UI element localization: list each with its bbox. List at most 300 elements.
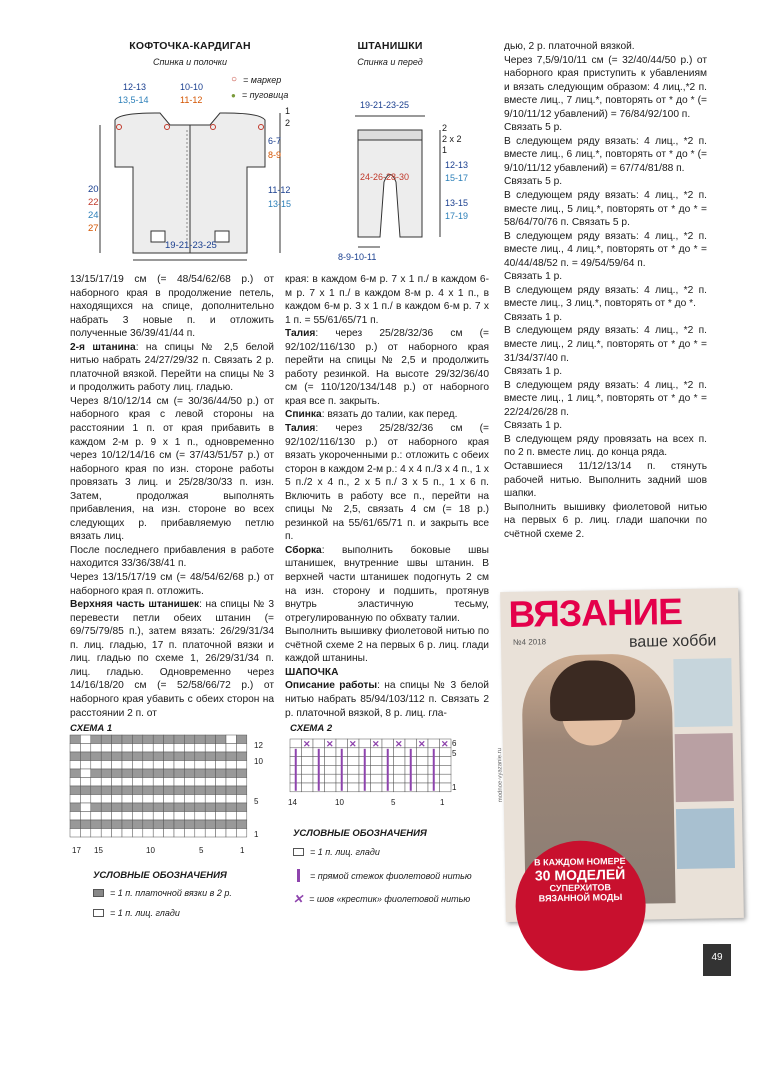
scheme1-cell	[132, 778, 142, 787]
scheme1-cell	[91, 786, 101, 795]
scheme2-b10: 10	[335, 798, 344, 807]
scheme1-legend-1: = 1 п. платочной вязки в 2 р.	[93, 888, 232, 898]
scheme1-cell	[236, 761, 246, 770]
scheme1-cell	[174, 795, 184, 804]
scheme1-cell	[226, 812, 236, 821]
col3-p14: В следующем ряду провязать на всех п. по 2 п. вместе лиц. до конца ряда.	[504, 433, 707, 459]
col3-p13: Связать 1 р.	[504, 420, 563, 432]
scheme1-cell	[143, 752, 153, 761]
scheme2-legend-1: = 1 п. лиц. глади	[293, 847, 380, 857]
cardigan-subtitle: Спинка и полочки	[152, 57, 228, 67]
scheme1-legend-title: УСЛОВНЫЕ ОБОЗНАЧЕНИЯ	[93, 870, 227, 881]
scheme1-cell	[184, 795, 194, 804]
scheme1-cell	[122, 778, 132, 787]
col3-p11: Связать 1 р.	[504, 366, 563, 378]
scheme1-cell	[164, 769, 174, 778]
scheme1-cell	[122, 812, 132, 821]
scheme1-cell	[70, 786, 80, 795]
cardigan-diagram	[85, 40, 295, 270]
scheme1-cell	[226, 752, 236, 761]
scheme2-cell	[336, 739, 348, 748]
col2-p6: ШАПОЧКА	[285, 666, 339, 678]
col2-p4: Сборка: выполнить боковые швы штанишек, внутренние швы штанин. В верхней части штанишек подогнуть 2 см на изн. сторону и подшить, протянув внутрь эластичную тесьму, отрегулированную по обхвату талии.	[285, 544, 489, 624]
col3-p15: Оставшиеся 11/12/13/14 п. стянуть рабочей нитью. Выполнить задний шов шапки.	[504, 460, 707, 500]
scheme1-cell	[80, 829, 90, 838]
scheme2-cell	[417, 774, 429, 783]
scheme1-cell	[91, 778, 101, 787]
col1-p2: Через 8/10/12/14 см (= 30/36/44/50 р.) от наборного края с левой стороны на расстоянии 1 п. от края прибавить в каждом 2-м р. 9 х 1 п., одновременно через 10/12/14/16 см (= 37/43/51/57 р.) от наборного края по изн. стороне работы провязать 3 лиц. и 25/28/30/33 п. изн. Затем, продолжая выполнять прибавления, на изн. стороне во всех следующих р. прибавляемую петлю вязать лиц.	[70, 395, 274, 543]
scheme1-cell	[216, 744, 226, 753]
scheme2-cell	[371, 783, 383, 792]
magazine-title: ВЯЗАНИЕ	[508, 590, 683, 635]
scheme1-cell	[184, 735, 194, 744]
cardigan-shape	[85, 105, 295, 255]
scheme2-cell	[348, 783, 360, 792]
scheme1-cell	[226, 735, 236, 744]
scheme1-cell	[80, 812, 90, 821]
cross-stitch-icon: ✕	[293, 892, 304, 906]
scheme1-cell	[122, 803, 132, 812]
scheme1-cell	[112, 812, 122, 821]
scheme2-cell	[417, 783, 429, 792]
scheme1-cell	[143, 795, 153, 804]
scheme1-r1: 1	[254, 830, 259, 839]
col3-p16: Выполнить вышивку фиолетовой нитью на первых 6 р. лиц. глади шапочки по счётной схеме 2.	[504, 501, 707, 540]
scheme2-r6: 6	[452, 739, 457, 748]
scheme1-cell	[132, 735, 142, 744]
page-number: 49	[703, 944, 731, 976]
shorts-subtitle: Спинка и перед	[357, 57, 423, 67]
scheme1-cell	[195, 752, 205, 761]
scheme1-cell	[216, 769, 226, 778]
scheme1-cell	[236, 795, 246, 804]
text-column-1	[70, 273, 274, 720]
col1-p1: 2-я штанина: на спицы № 2,5 белой нитью набрать 24/27/29/32 п. Связать 2 р. платочной вязкой. Перейти на спицы № 3 и продолжить работу лиц. гладью.	[70, 341, 274, 394]
scheme1-cell	[143, 744, 153, 753]
scheme2-cell	[394, 774, 406, 783]
col1-p5: Верхняя часть штанишек: на спицы № 3 перевести петли обеих штанин (= 69/75/79/85 п.), затем вязать: 26/29/31/34 п. лиц. гладью, 17 п. платочной вязки и лиц. гладью по схеме 1, 26/29/31/34 п. лиц. гладью. Одновременно через 14/16/18/20 см (= 52/58/66/72 р.) от наборного края убавить с обеих сторон на расстоянии 2 п. от	[70, 599, 274, 719]
scheme1-cell	[205, 786, 215, 795]
scheme2-cell	[290, 739, 302, 748]
scheme2-cell	[440, 774, 452, 783]
scheme1-cell	[153, 778, 163, 787]
scheme1-cell	[143, 829, 153, 838]
scheme1-cell	[184, 752, 194, 761]
col3-p9: Связать 1 р.	[504, 311, 563, 323]
scheme1-cell	[153, 744, 163, 753]
scheme1-b1: 1	[240, 846, 245, 855]
scheme2-cell	[428, 739, 440, 748]
shorts-bottom: 8-9-10-11	[338, 252, 377, 262]
scheme2-grid	[290, 739, 450, 799]
scheme1-cell	[236, 769, 246, 778]
scheme2-cell	[417, 765, 429, 774]
scheme1-cell	[236, 744, 246, 753]
scheme1-cell	[174, 769, 184, 778]
scheme1-cell	[132, 752, 142, 761]
scheme1-r10: 10	[254, 757, 263, 766]
scheme1-cell	[91, 812, 101, 821]
thumb-3	[676, 808, 735, 869]
scheme1-r12: 12	[254, 741, 263, 750]
scheme1-cell	[216, 761, 226, 770]
scheme1-b10: 10	[146, 846, 155, 855]
shorts-r1517: 15-17	[445, 173, 469, 183]
scheme1-cell	[80, 778, 90, 787]
scheme1-cell	[195, 769, 205, 778]
scheme1-cell	[195, 744, 205, 753]
scheme1-cell	[174, 744, 184, 753]
scheme2-cell	[302, 765, 314, 774]
scheme1-cell	[195, 803, 205, 812]
scheme1-cell	[164, 778, 174, 787]
scheme1-cell	[101, 829, 111, 838]
scheme1-cell	[101, 744, 111, 753]
scheme1-cell	[226, 744, 236, 753]
scheme2-cell	[371, 748, 383, 757]
scheme2-cell	[325, 748, 337, 757]
scheme1-cell	[153, 803, 163, 812]
scheme1-cell	[143, 761, 153, 770]
col3-p5: В следующем ряду вязать: 4 лиц., *2 п. вместе лиц., 5 лиц.*, повторять от * до * = 58/64/70/76 п. Связать 5 р.	[504, 190, 707, 229]
magazine-ad[interactable]	[497, 588, 744, 922]
scheme1-cell	[91, 829, 101, 838]
cardigan-title: КОФТОЧКА-КАРДИГАН	[129, 40, 251, 52]
col1-p3: После последнего прибавления в работе находится 33/36/38/41 п.	[70, 544, 274, 570]
scheme1-cell	[195, 761, 205, 770]
right-label-1: 1	[285, 106, 291, 116]
white-cell-icon	[293, 848, 304, 856]
scheme2-cell	[417, 748, 429, 757]
top-label-b2: 11-12	[180, 95, 203, 105]
magazine-site: modnoe-vyazanie.ru	[497, 747, 504, 803]
scheme1-grid	[70, 735, 250, 845]
scheme1-cell	[122, 752, 132, 761]
scheme1-cell	[143, 812, 153, 821]
scheme1-cell	[164, 786, 174, 795]
scheme2-cell	[325, 765, 337, 774]
scheme2-cell	[440, 783, 452, 792]
scheme1-cell	[226, 778, 236, 787]
text-column-3	[504, 40, 707, 541]
scheme2-cell	[371, 774, 383, 783]
scheme2-legend-3: ✕ = шов «крестик» фиолетовой нитью	[293, 892, 471, 906]
scheme1-cell	[153, 829, 163, 838]
scheme1-cell	[101, 752, 111, 761]
scheme1-cell	[184, 820, 194, 829]
scheme1-cell	[164, 735, 174, 744]
magazine-issue: №4 2018	[512, 637, 547, 647]
right-label-1112: 11-12	[268, 185, 291, 195]
left-sizes: 20 22 24 27	[88, 184, 99, 234]
scheme1-b5: 5	[199, 846, 204, 855]
scheme1-cell	[101, 778, 111, 787]
col3-p6: В следующем ряду вязать: 4 лиц., *2 п. вместе лиц., 4 лиц.*, повторять от * до * = 40/44/48/52 п. = 49/54/59/64 п.	[504, 230, 707, 269]
scheme1-cell	[70, 761, 80, 770]
scheme1-cell	[174, 761, 184, 770]
scheme1-cell	[153, 769, 163, 778]
scheme1-cell	[91, 803, 101, 812]
scheme1-cell	[226, 786, 236, 795]
scheme1-cell	[236, 786, 246, 795]
scheme1-cell	[205, 752, 215, 761]
bottom-label: 19-21-23-25	[165, 240, 217, 251]
scheme1-cell	[153, 786, 163, 795]
scheme1-cell	[174, 803, 184, 812]
thumb-1	[673, 658, 732, 727]
text-column-2	[285, 273, 489, 720]
scheme1-b17: 17	[72, 846, 81, 855]
scheme1-cell	[184, 744, 194, 753]
scheme1-legend-2: = 1 п. лиц. глади	[93, 908, 180, 918]
thumb-2	[675, 733, 734, 802]
scheme1-title: СХЕМА 1	[70, 723, 113, 734]
scheme1-cell	[174, 735, 184, 744]
scheme1-cell	[80, 752, 90, 761]
scheme1-cell	[143, 786, 153, 795]
scheme2-cell	[325, 783, 337, 792]
scheme1-r5: 5	[254, 797, 259, 806]
scheme1-cell	[101, 735, 111, 744]
shorts-shape	[330, 112, 490, 272]
scheme1-cell	[122, 820, 132, 829]
scheme1-cell	[236, 752, 246, 761]
scheme1-cell	[132, 795, 142, 804]
scheme1-cell	[101, 761, 111, 770]
scheme2-b5: 5	[391, 798, 396, 807]
scheme1-cell	[184, 761, 194, 770]
col2-p2: Спинка: вязать до талии, как перед.	[285, 409, 458, 421]
scheme1-cell	[216, 803, 226, 812]
scheme1-cell	[205, 820, 215, 829]
right-label-1315: 13-15	[268, 199, 292, 209]
scheme1-cell	[226, 761, 236, 770]
scheme1-cell	[70, 778, 80, 787]
scheme1-cell	[80, 803, 90, 812]
scheme1-cell	[101, 769, 111, 778]
scheme1-cell	[226, 769, 236, 778]
scheme1-cell	[153, 752, 163, 761]
scheme1-cell	[101, 820, 111, 829]
scheme1-cell	[184, 803, 194, 812]
scheme1-cell	[205, 769, 215, 778]
col3-p7: Связать 1 р.	[504, 271, 563, 283]
scheme1-cell	[70, 735, 80, 744]
col3-p4: Связать 5 р.	[504, 176, 563, 188]
scheme1-cell	[164, 744, 174, 753]
scheme1-cell	[184, 769, 194, 778]
scheme2-cell	[302, 757, 314, 766]
shorts-r1: 1	[442, 145, 448, 155]
scheme2-cell	[440, 748, 452, 757]
scheme1-cell	[112, 752, 122, 761]
promo-badge: В КАЖДОМ НОМЕРЕ 30 МОДЕЛЕЙ СУПЕРХИТОВ ВЯЗАННОЙ МОДЫ	[515, 840, 647, 972]
top-label-b1: 10-10	[180, 82, 204, 92]
top-label-a2: 13,5-14	[118, 95, 149, 105]
scheme1-cell	[91, 795, 101, 804]
scheme1-cell	[153, 795, 163, 804]
scheme1-cell	[80, 786, 90, 795]
button-legend: ● = пуговица	[231, 90, 289, 100]
scheme1-cell	[112, 829, 122, 838]
scheme1-cell	[153, 812, 163, 821]
scheme1-cell	[122, 795, 132, 804]
scheme2-cell	[302, 748, 314, 757]
shorts-r1719: 17-19	[445, 211, 469, 221]
scheme2-r5: 5	[452, 749, 457, 758]
scheme1-cell	[216, 812, 226, 821]
scheme2-cell	[348, 748, 360, 757]
scheme1-cell	[174, 820, 184, 829]
scheme1-cell	[216, 778, 226, 787]
col1-p4: Через 13/15/17/19 см (= 48/54/62/68 р.) от наборного края п. отложить.	[70, 572, 274, 597]
shorts-r1213: 12-13	[445, 160, 469, 170]
scheme1-cell	[153, 735, 163, 744]
scheme1-cell	[216, 752, 226, 761]
scheme2-cell	[302, 774, 314, 783]
scheme2-cell	[348, 765, 360, 774]
scheme1-cell	[226, 829, 236, 838]
scheme2-legend-title: УСЛОВНЫЕ ОБОЗНАЧЕНИЯ	[293, 828, 427, 839]
col3-p8: В следующем ряду вязать: 4 лиц., *2 п. вместе лиц., 3 лиц.*, повторять от * до *.	[504, 284, 707, 310]
scheme1-cell	[91, 761, 101, 770]
dark-cell-icon	[93, 889, 104, 897]
right-label-89: 8-9	[268, 150, 282, 160]
scheme1-cell	[91, 769, 101, 778]
scheme1-cell	[132, 812, 142, 821]
scheme1-cell	[112, 778, 122, 787]
shorts-diagram	[330, 40, 490, 270]
scheme1-cell	[205, 829, 215, 838]
scheme2-cell	[405, 739, 417, 748]
col3-p0: дью, 2 р. платочной вязкой.	[504, 41, 635, 52]
scheme1-cell	[70, 752, 80, 761]
scheme1-cell	[195, 812, 205, 821]
scheme1-cell	[174, 778, 184, 787]
scheme1-cell	[70, 812, 80, 821]
scheme1-cell	[70, 795, 80, 804]
scheme1-cell	[236, 778, 246, 787]
scheme1-b15: 15	[94, 846, 103, 855]
scheme1-cell	[174, 812, 184, 821]
right-label-2: 2	[285, 118, 291, 128]
scheme1-cell	[236, 829, 246, 838]
scheme1-cell	[164, 761, 174, 770]
magazine-subtitle: ваше хобби	[628, 632, 717, 651]
scheme2-cell	[359, 739, 371, 748]
scheme2-cell	[440, 765, 452, 774]
scheme1-cell	[216, 795, 226, 804]
scheme1-cell	[205, 735, 215, 744]
scheme1-cell	[184, 778, 194, 787]
scheme1-cell	[91, 752, 101, 761]
scheme1-cell	[112, 769, 122, 778]
scheme2-cell	[313, 739, 325, 748]
scheme2-cell	[302, 783, 314, 792]
scheme2-cell	[440, 757, 452, 766]
scheme1-cell	[132, 820, 142, 829]
cross-stitch-mark: ✕	[395, 739, 403, 749]
scheme1-cell	[132, 786, 142, 795]
scheme1-cell	[112, 795, 122, 804]
scheme1-cell	[216, 829, 226, 838]
scheme1-cell	[143, 820, 153, 829]
scheme1-cell	[122, 786, 132, 795]
col2-p7: Описание работы: на спицы № 3 белой нитью набрать 85/94/103/112 п. Связать 2 р. платочной вязкой, 8 р. лиц. гла-	[285, 680, 489, 719]
scheme1-cell	[112, 761, 122, 770]
col2-p0: края: в каждом 6-м р. 7 х 1 п./ в каждом 6-м р. 7 х 1 п./ в каждом 8-м р. 4 х 1 п., в каждом 6-м р. 3 х 1 п./ в каждом 6-м р. 7 х 1 п. = 55/61/65/71 п.	[285, 274, 489, 326]
scheme1-cell	[226, 820, 236, 829]
col3-p1: Через 7,5/9/10/11 см (= 32/40/44/50 р.) от наборного края приступить к убавлениям и вязать следующим образом: 4 лиц.,*2 п. вместе лиц., 7 лиц.*, повторять от * до * (= 9/10/11/12 убавлений) = 76/84/92/100 п.	[504, 54, 707, 120]
scheme1-cell	[122, 735, 132, 744]
scheme1-cell	[236, 812, 246, 821]
scheme1-cell	[164, 820, 174, 829]
straight-stitch-icon	[297, 869, 300, 882]
scheme1-cell	[70, 829, 80, 838]
scheme1-cell	[80, 735, 90, 744]
scheme1-cell	[143, 735, 153, 744]
scheme1-cell	[184, 812, 194, 821]
shorts-r1315: 13-15	[445, 198, 469, 208]
col3-p12: В следующем ряду вязать: 4 лиц., *2 п. вместе лиц., 1 лиц.*, повторять от * до * = 22/24/26/28 п.	[504, 379, 707, 418]
shorts-r2: 2	[442, 123, 448, 133]
scheme1-cell	[91, 744, 101, 753]
scheme1-cell	[205, 795, 215, 804]
scheme1-cell	[80, 769, 90, 778]
col1-p0: 13/15/17/19 см (= 48/54/62/68 р.) от наборного края в продолжение петель, находящихся на спице, дополнительно набрать 3 новые п. и отложить полученные 36/39/41/44 п.	[70, 274, 274, 340]
scheme1-cell	[101, 803, 111, 812]
scheme1-cell	[112, 735, 122, 744]
scheme2-cell	[394, 757, 406, 766]
scheme1-cell	[164, 812, 174, 821]
scheme2-cell	[348, 757, 360, 766]
scheme2-cell	[371, 757, 383, 766]
cross-stitch-mark: ✕	[372, 739, 380, 749]
cross-stitch-mark: ✕	[418, 739, 426, 749]
col2-p3: Талия: через 25/28/32/36 см (= 92/102/116/130 р.) от наборного края вязать укороченными р.: отложить с обеих сторон в каждом 2-м р.: 4 х 4 п./3 х 4 п., 1 х 5 п./2 х 4 п., 2 х 5 п./ 3 х 5 п., 1 х 6 п. Включить в работу все п., перейти на спицы № 2,5, связать 4 см (= 18 р.) резинкой на 55/61/65/71 п. и закрыть все п.	[285, 423, 489, 543]
scheme1-cell	[195, 795, 205, 804]
scheme2-b1: 1	[440, 798, 445, 807]
scheme1-cell	[216, 786, 226, 795]
shorts-middle: 24-26-28-30	[360, 172, 410, 182]
scheme1-cell	[226, 803, 236, 812]
scheme1-cell	[216, 735, 226, 744]
scheme1-cell	[80, 795, 90, 804]
scheme1-cell	[143, 769, 153, 778]
col2-p5: Выполнить вышивку фиолетовой нитью по счётной схеме 2 на первых 6 р. лиц. глади каждой штанины.	[285, 626, 489, 665]
scheme1-cell	[112, 820, 122, 829]
shorts-r2x2: 2 х 2	[442, 134, 462, 144]
white-cell-icon	[93, 909, 104, 917]
scheme1-cell	[216, 820, 226, 829]
scheme1-cell	[122, 744, 132, 753]
scheme2-r1: 1	[452, 783, 457, 792]
col3-p10: В следующем ряду вязать: 4 лиц., *2 п. вместе лиц., 2 лиц.*, повторять от * до * = 31/34/37/40 п.	[504, 325, 707, 364]
scheme1-cell	[132, 829, 142, 838]
scheme1-cell	[236, 820, 246, 829]
scheme1-cell	[70, 744, 80, 753]
scheme1-cell	[164, 795, 174, 804]
scheme2-cell	[371, 765, 383, 774]
scheme2-cell	[394, 748, 406, 757]
scheme1-cell	[143, 778, 153, 787]
scheme2-cell	[325, 757, 337, 766]
right-label-67: 6-7	[268, 136, 282, 146]
scheme1-cell	[184, 829, 194, 838]
scheme1-cell	[174, 829, 184, 838]
scheme1-cell	[112, 786, 122, 795]
scheme1-cell	[174, 786, 184, 795]
